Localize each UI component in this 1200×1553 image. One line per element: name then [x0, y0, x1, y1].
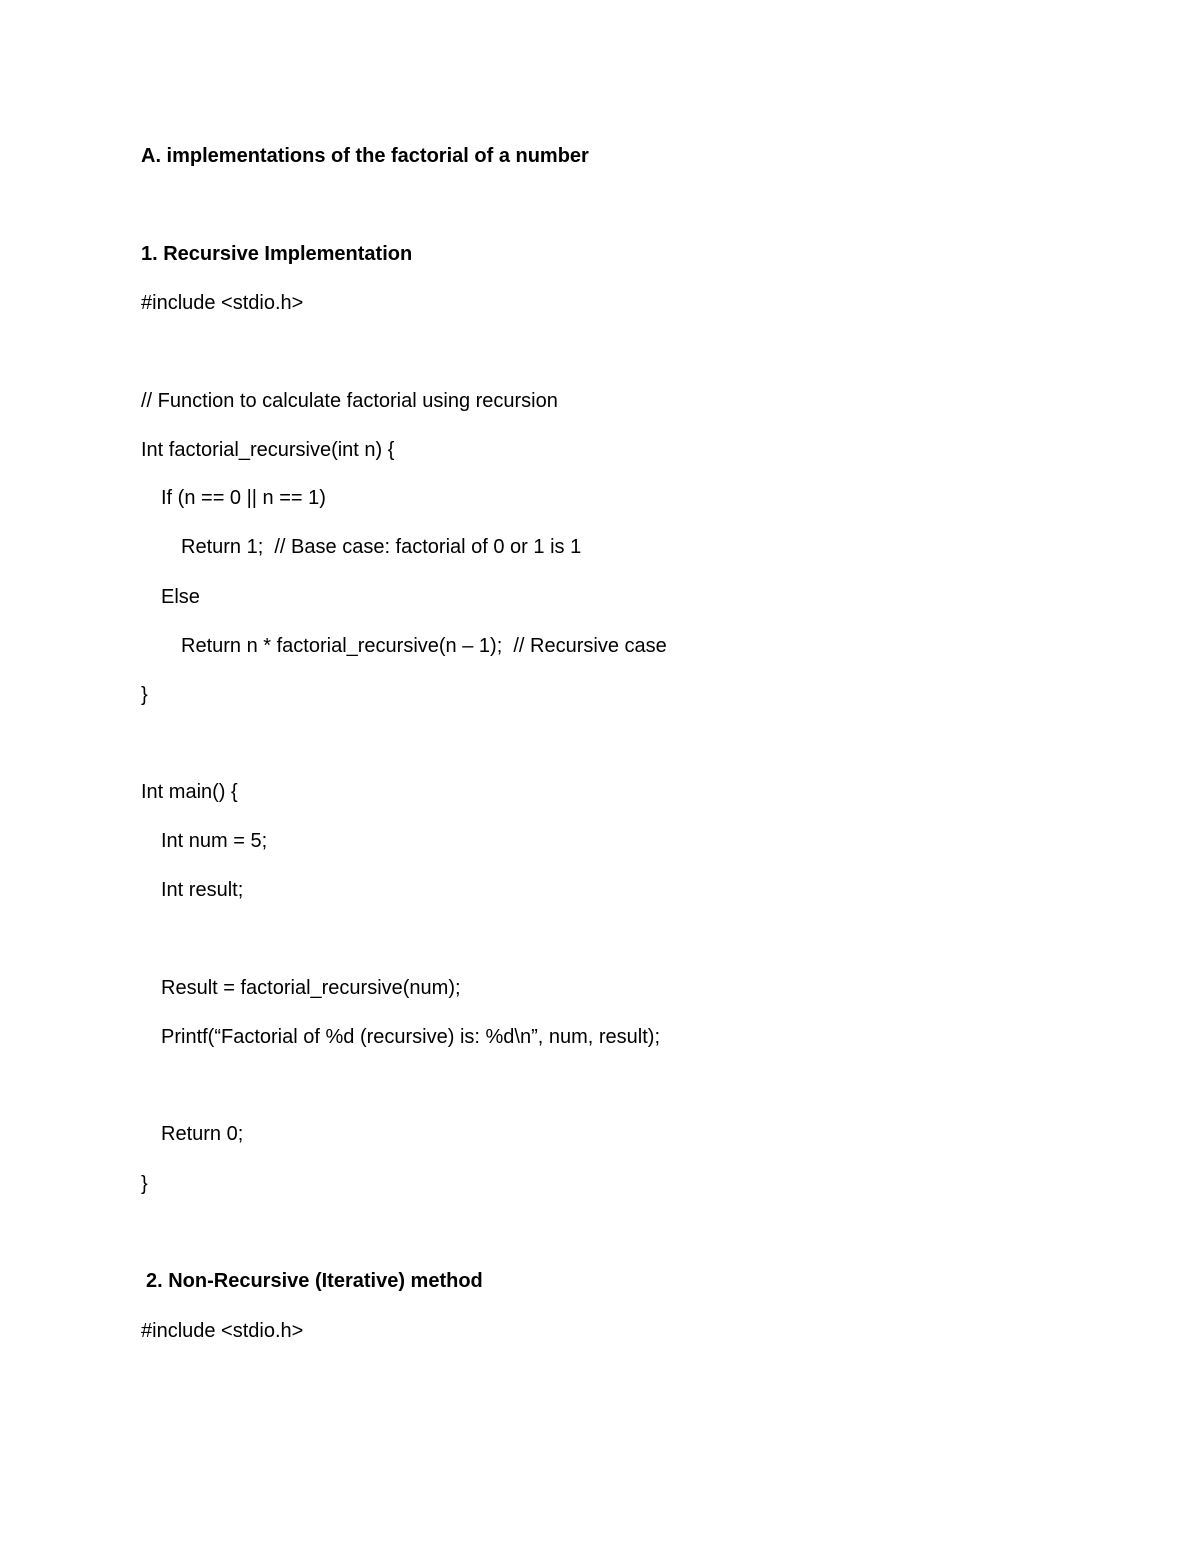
code-line: #include <stdio.h>: [141, 1320, 304, 1342]
code-line: }: [141, 1173, 148, 1195]
code-line: // Function to calculate factorial using recursion: [141, 390, 558, 412]
code-line: Int result;: [161, 879, 244, 901]
code-line: }: [141, 684, 148, 706]
section-heading-recursive: 1. Recursive Implementation: [141, 243, 413, 265]
code-line: Return 0;: [161, 1123, 244, 1145]
code-line: #include <stdio.h>: [141, 292, 304, 314]
code-line: Else: [161, 586, 200, 608]
code-line: Int main() {: [141, 781, 238, 803]
code-line: Return n * factorial_recursive(n – 1); // Recursive case: [181, 635, 667, 657]
code-line: Printf(“Factorial of %d (recursive) is: %d\n”, num, result);: [161, 1026, 661, 1048]
code-line: Int num = 5;: [161, 830, 268, 852]
code-line: Result = factorial_recursive(num);: [161, 977, 461, 999]
document-title: A. implementations of the factorial of a number: [141, 145, 589, 167]
code-line: Int factorial_recursive(int n) {: [141, 439, 395, 461]
code-line: If (n == 0 || n == 1): [161, 487, 326, 509]
section-heading-iterative: 2. Non-Recursive (Iterative) method: [146, 1270, 483, 1292]
code-line: Return 1; // Base case: factorial of 0 or 1 is 1: [181, 536, 582, 558]
